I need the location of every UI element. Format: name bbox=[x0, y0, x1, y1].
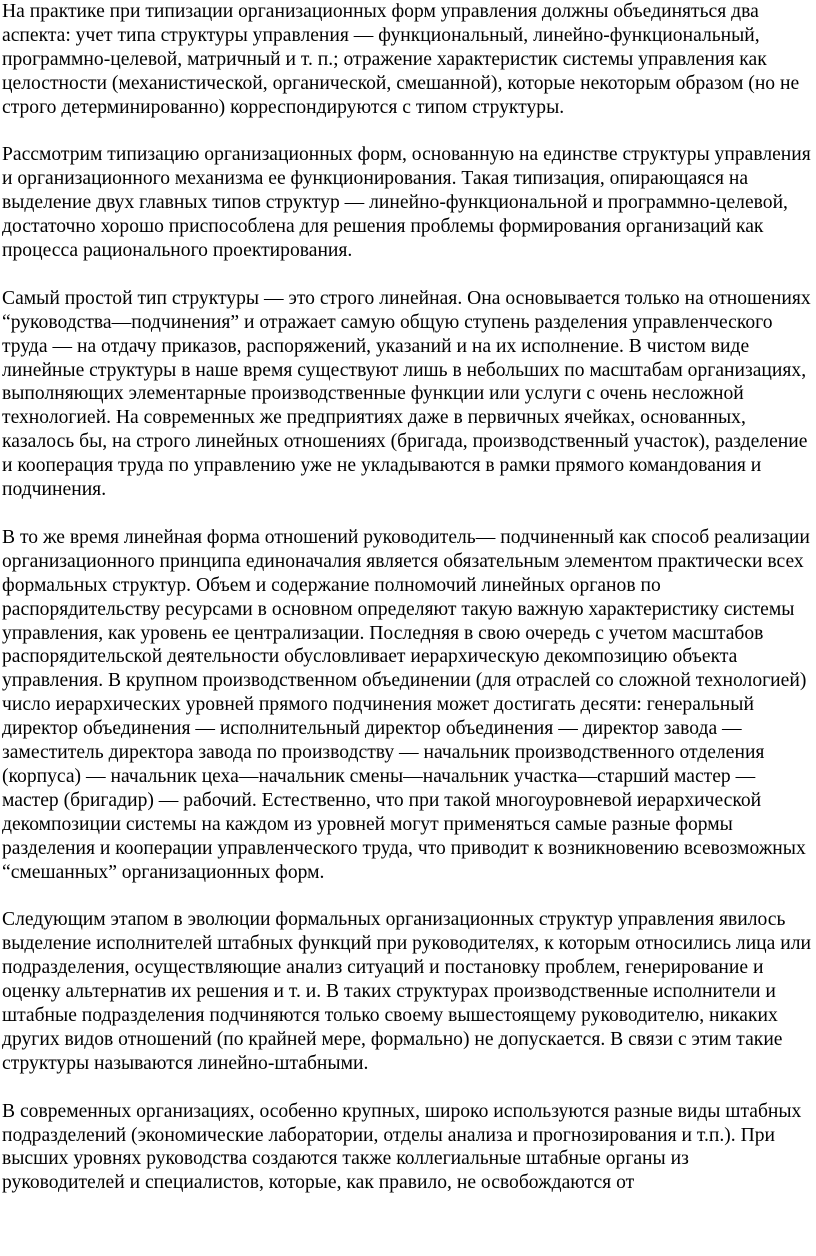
paragraph-typization-forms: Рассмотрим типизацию организационных форм, основанную на единстве структуры управления и организационного механизма ее функционирования. Такая типизация, опирающаяся на выделение двух главных типов структур — линейно-функциональной и программно-целевой, достаточно хорошо приспособлена для решения проблемы формирования организаций как процесса рационального проектирования. bbox=[2, 144, 811, 262]
paragraph-staff-functions: Следующим этапом в эволюции формальных организационных структур управления явилось выделение исполнителей штабных функций при руководителях, к которым относились лица или подразделения, осуществляющие анализ ситуаций и постановку проблем, генерирование и оценку альтернатив их решения и т. и. В таких структурах производственные исполнители и штабные подразделения подчиняются только своему вышестоящему руководителю, никаких других видов отношений (по крайней мере, формально) не допускается. В связи с этим такие структуры называются линейно-штабными. bbox=[2, 909, 812, 1074]
document-page bbox=[2, 0, 812, 1219]
paragraph-typization-aspects: На практике при типизации организационных форм управления должны объединяться два аспекта: учет типа структуры управления — функциональный, линейно-функциональный, программно-целевой, матричный и т. п.; отражение характеристик системы управления как целостности (механистической, органической, смешанной), которые некоторым образом (но не строго детерминированно) корреспондируются с типом структуры. bbox=[2, 1, 800, 118]
paragraph-linear-relations: В то же время линейная форма отношений руководитель— подчиненный как способ реализации организационного принципа единоначалия является обязательным элементом практически всех формальных структур. Объем и содержание полномочий линейных органов по распорядительству ресурсами в основном определяют такую важную характеристику системы управления, как уровень ее централизации. Последняя в свою очередь с учетом масштабов распорядительской деятельности обусловливает иерархическую декомпозицию объекта управления. В крупном производственном объединении (для отраслей со сложной технологией) число иерархических уровней прямого подчинения может достигать десяти: генеральный директор объединения — исполнительный директор объединения — директор завода — заместитель директора завода по производству — начальник производственного отделения (корпуса) — начальник цеха—начальник смены—начальник участка—старший мастер — мастер (бригадир) — рабочий. Естественно, что при такой многоуровневой иерархической декомпозиции системы на каждом из уровней могут применяться самые разные формы разделения и кооперации управленческого труда, что приводит к возникновению всевозможных “смешанных” организационных форм. bbox=[2, 526, 810, 883]
paragraph-modern-organizations: В современных организациях, особенно крупных, широко используются разные виды штабных подразделений (экономические лаборатории, отделы анализа и прогнозирования и т.п.). При высших уровнях руководства создаются также коллегиальные штабные органы из руководителей и специалистов, которые, как правило, не освобождаются от bbox=[2, 1100, 802, 1194]
paragraph-linear-structure: Самый простой тип структуры — это строго линейная. Она основывается только на отношениях “руководства—подчинения” и отражает самую общую ступень разделения управленческого труда — на отдачу приказов, распоряжений, указаний и на их исполнение. В чистом виде линейные структуры в наше время существуют лишь в небольших по масштабам организациях, выполняющих элементарные производственные функции или услуги с очень несложной технологией. На современных же предприятиях даже в первичных ячейках, основанных, казалось бы, на строго линейных отношениях (бригада, производственный участок), разделение и кооперация труда по управлению уже не укладываются в рамки прямого командования и подчинения. bbox=[2, 287, 811, 501]
